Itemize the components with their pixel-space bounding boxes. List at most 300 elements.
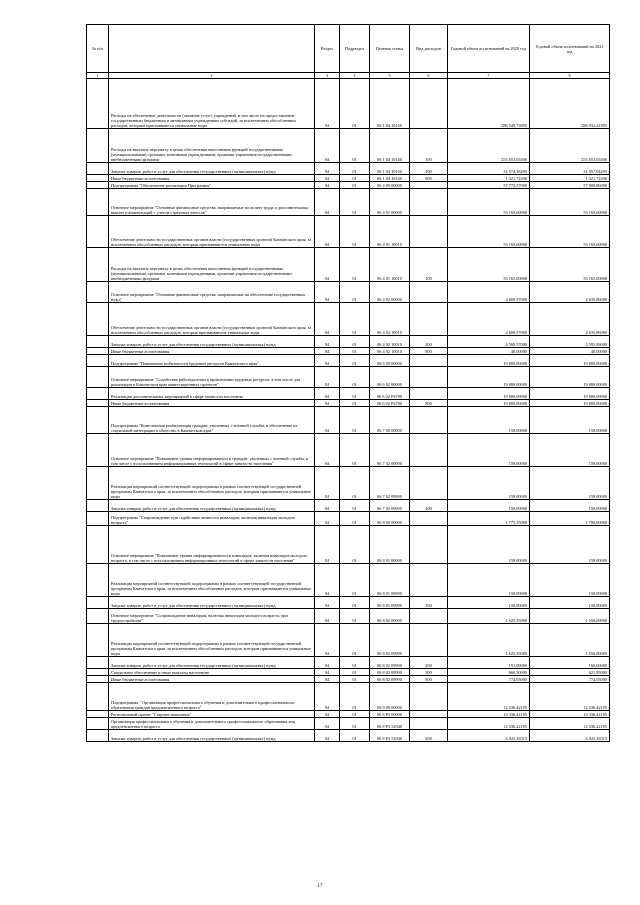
row-amount-2020-cell: 19 800,00000: [448, 388, 530, 400]
row-name-cell: Подпрограмма "Обеспечение реализации Программы": [109, 182, 315, 189]
row-amount-2021-cell: 150,00000: [530, 434, 610, 467]
row-podrazdel-cell: 01: [340, 248, 370, 282]
row-expense-type-cell: 200: [410, 730, 448, 742]
row-razdel-cell: 04: [315, 467, 340, 500]
row-name-cell: Расходы на выплаты персоналу в целях обеспечения выполнения функций государственными (муниципальными) органами, казенными учреждениями, органами управления государственными внебюджетными фондами: [109, 129, 315, 163]
row-amount-2021-cell: 53 165,00000: [530, 248, 610, 282]
row-name-cell: Организация профессионального обучения и дополнительного профессионального образования лиц предпенсионного возраста: [109, 718, 315, 730]
row-expense-type-cell: [410, 609, 448, 624]
row-expense-type-cell: 200: [410, 500, 448, 512]
row-razdel-cell: 04: [315, 182, 340, 189]
column-number: 4: [340, 73, 370, 79]
table-body: [87, 79, 610, 742]
row-target-article-cell: 06 9 00 00000: [370, 683, 410, 711]
row-amount-2021-cell: 4 635,86000: [530, 303, 610, 336]
row-expense-type-cell: [410, 512, 448, 526]
row-number-cell: [87, 355, 109, 367]
table-row: [87, 711, 610, 718]
row-podrazdel-cell: 01: [340, 711, 370, 718]
header-num: № п/п: [87, 25, 109, 73]
row-podrazdel-cell: 01: [340, 367, 370, 388]
table-row: [87, 500, 610, 512]
row-target-article-cell: 06 1 04 10140: [370, 129, 410, 163]
row-amount-2020-cell: 150,00000: [448, 407, 530, 434]
row-amount-2021-cell: 19 800,00000: [530, 367, 610, 388]
row-number-cell: [87, 434, 109, 467]
row-expense-type-cell: 100: [410, 248, 448, 282]
row-expense-type-cell: 300: [410, 669, 448, 676]
row-podrazdel-cell: 01: [340, 216, 370, 248]
table-row: [87, 189, 610, 216]
row-number-cell: [87, 669, 109, 676]
row-razdel-cell: 04: [315, 434, 340, 467]
row-amount-2021-cell: 286 932,41895: [530, 79, 610, 129]
row-razdel-cell: 04: [315, 189, 340, 216]
row-target-article-cell: 06 7 02 09990: [370, 467, 410, 500]
row-podrazdel-cell: 01: [340, 526, 370, 564]
row-amount-2020-cell: 31 574,36295: [448, 163, 530, 175]
row-razdel-cell: 04: [315, 367, 340, 388]
row-amount-2020-cell: 150,00000: [448, 526, 530, 564]
column-number: 1: [87, 73, 109, 79]
row-name-cell: Основное мероприятие "Сопровождение инвалидов, включая инвалидов молодого возраста, при трудоустройстве": [109, 609, 315, 624]
row-number-cell: [87, 683, 109, 711]
row-razdel-cell: 04: [315, 564, 340, 597]
row-razdel-cell: 04: [315, 129, 340, 163]
row-target-article-cell: 06 4 01 10010: [370, 216, 410, 248]
row-amount-2020-cell: 53 165,00000: [448, 248, 530, 282]
row-number-cell: [87, 526, 109, 564]
table-row: [87, 248, 610, 282]
row-amount-2020-cell: 191,00000: [448, 657, 530, 669]
row-target-article-cell: 06 6 02 Р4780: [370, 388, 410, 400]
row-target-article-cell: 06 9 Р3 52940: [370, 718, 410, 730]
row-name-cell: Закупка товаров, работ и услуг для обеспечения государственных (муниципальных) нужд: [109, 597, 315, 609]
row-expense-type-cell: [410, 718, 448, 730]
row-number-cell: [87, 367, 109, 388]
header-row: [87, 25, 610, 73]
row-amount-2020-cell: 4 825,26315: [448, 730, 530, 742]
row-razdel-cell: 04: [315, 216, 340, 248]
row-name-cell: Подпрограмма " Организация профессионального обучения и дополнительного профессионального образования граждан предпенсионного возраста": [109, 683, 315, 711]
row-amount-2021-cell: 1 706,00000: [530, 512, 610, 526]
row-name-cell: Иные бюджетные ассигнования: [109, 676, 315, 683]
row-amount-2021-cell: 1 321,72200: [530, 175, 610, 182]
row-name-cell: Закупка товаров, работ и услуг для обеспечения государственных (муниципальных) нужд: [109, 336, 315, 348]
table-row: [87, 407, 610, 434]
row-amount-2020-cell: 19 800,00000: [448, 355, 530, 367]
row-number-cell: [87, 512, 109, 526]
row-name-cell: Подпрограмма "Сопровождение при содействии занятости инвалидов, включая инвалидов молодого возраста": [109, 512, 315, 526]
table-row: [87, 388, 610, 400]
budget-table: [86, 24, 610, 742]
row-number-cell: [87, 336, 109, 348]
row-number-cell: [87, 189, 109, 216]
table-row: [87, 669, 610, 676]
table-row: [87, 282, 610, 303]
table-row: [87, 624, 610, 657]
row-target-article-cell: 06 1 04 10140: [370, 175, 410, 182]
row-podrazdel-cell: 01: [340, 182, 370, 189]
table-row: [87, 434, 610, 467]
row-amount-2021-cell: 621,95000: [530, 669, 610, 676]
row-name-cell: Реализация дополнительных мероприятий в сфере занятости населения: [109, 388, 315, 400]
row-amount-2020-cell: 150,00000: [448, 564, 530, 597]
row-amount-2020-cell: 1 775,55000: [448, 512, 530, 526]
row-number-cell: [87, 175, 109, 182]
row-amount-2021-cell: 19 800,00000: [530, 355, 610, 367]
row-number-cell: [87, 303, 109, 336]
row-amount-2020-cell: 4 608,57000: [448, 303, 530, 336]
header-amount-2020: Годовой объем ассигнований на 2020 год: [448, 25, 530, 73]
row-razdel-cell: 04: [315, 711, 340, 718]
row-razdel-cell: 04: [315, 609, 340, 624]
row-amount-2021-cell: 150,00000: [530, 407, 610, 434]
row-amount-2020-cell: 53 165,00000: [448, 189, 530, 216]
row-target-article-cell: 06 8 01 09990: [370, 564, 410, 597]
row-number-cell: [87, 730, 109, 742]
row-name-cell: Основное мероприятие "Повышение уровня информированности граждан, уволенных с военной службы, в том числе с использованием информационных технологий в сфере занятости населения": [109, 434, 315, 467]
header-podrazdel: Подраздел: [340, 25, 370, 73]
row-expense-type-cell: [410, 355, 448, 367]
table-row: [87, 609, 610, 624]
row-expense-type-cell: 200: [410, 163, 448, 175]
row-amount-2021-cell: 150,00000: [530, 597, 610, 609]
table-row: [87, 348, 610, 355]
row-name-cell: Основное мероприятие "Повышение уровня информированности инвалидов, включая инвалидов молодого возраста, в том числе с использованием информационных технологий в сфере занятости населения": [109, 526, 315, 564]
row-razdel-cell: 04: [315, 388, 340, 400]
table-row: [87, 182, 610, 189]
table-row: [87, 657, 610, 669]
row-number-cell: [87, 400, 109, 407]
row-amount-2021-cell: 150,00000: [530, 500, 610, 512]
row-podrazdel-cell: 01: [340, 512, 370, 526]
row-expense-type-cell: 100: [410, 129, 448, 163]
row-amount-2021-cell: 19 800,00000: [530, 400, 610, 407]
row-razdel-cell: 04: [315, 730, 340, 742]
row-amount-2020-cell: 12 336,42105: [448, 683, 530, 711]
row-name-cell: Расходы на обеспечение деятельности (оказание услуг) учреждений, в том числе на предоставление государственным бюджетным и автономным учреждениям субсидий, за исключением обособленных расходов, которым присваиваются уникальные коды: [109, 79, 315, 129]
row-amount-2020-cell: 19 800,00000: [448, 400, 530, 407]
row-podrazdel-cell: 01: [340, 657, 370, 669]
row-amount-2021-cell: 1 556,00000: [530, 624, 610, 657]
header-razdel: Раздел: [315, 25, 340, 73]
row-expense-type-cell: 800: [410, 400, 448, 407]
row-razdel-cell: 04: [315, 676, 340, 683]
row-expense-type-cell: 200: [410, 336, 448, 348]
row-amount-2021-cell: 12 336,42105: [530, 683, 610, 711]
row-target-article-cell: 06 6 02 Р4780: [370, 400, 410, 407]
column-number: 7: [448, 73, 530, 79]
table-row: [87, 355, 610, 367]
row-target-article-cell: 06 8 01 00000: [370, 526, 410, 564]
row-target-article-cell: 06 6 02 00000: [370, 367, 410, 388]
row-expense-type-cell: 800: [410, 175, 448, 182]
row-name-cell: Социальное обеспечение и иные выплаты населению: [109, 669, 315, 676]
row-target-article-cell: 06 4 01 10010: [370, 248, 410, 282]
row-target-article-cell: 06 7 00 00000: [370, 407, 410, 434]
row-podrazdel-cell: 01: [340, 175, 370, 182]
table-row: [87, 367, 610, 388]
table-row: [87, 730, 610, 742]
row-amount-2021-cell: 4 635,86000: [530, 282, 610, 303]
row-expense-type-cell: [410, 564, 448, 597]
row-amount-2020-cell: 12 336,42105: [448, 711, 530, 718]
row-number-cell: [87, 564, 109, 597]
row-expense-type-cell: [410, 282, 448, 303]
row-podrazdel-cell: 01: [340, 129, 370, 163]
row-target-article-cell: 06 4 01 00000: [370, 189, 410, 216]
row-razdel-cell: 04: [315, 355, 340, 367]
row-razdel-cell: 04: [315, 407, 340, 434]
row-podrazdel-cell: 01: [340, 348, 370, 355]
row-podrazdel-cell: 01: [340, 597, 370, 609]
row-name-cell: Реализация мероприятий соответствующей подпрограммы в рамках соответствующей государственной программы Камчатского края, за исключением обособленных расходов, которым присваиваются уникальные коды: [109, 467, 315, 500]
row-amount-2020-cell: 53 165,00000: [448, 216, 530, 248]
table-row: [87, 163, 610, 175]
row-razdel-cell: 04: [315, 175, 340, 182]
row-expense-type-cell: [410, 467, 448, 500]
row-target-article-cell: 06 9 Р3 00000: [370, 711, 410, 718]
row-expense-type-cell: [410, 388, 448, 400]
row-razdel-cell: 04: [315, 282, 340, 303]
row-razdel-cell: 04: [315, 336, 340, 348]
row-name-cell: Обеспечение деятельности государственных органов власти (государственных органов) Камчатского края, за исключением обособленных расходов, которым присваиваются уникальные коды: [109, 216, 315, 248]
row-amount-2021-cell: 12 336,42105: [530, 711, 610, 718]
row-number-cell: [87, 129, 109, 163]
row-expense-type-cell: [410, 303, 448, 336]
row-podrazdel-cell: 01: [340, 624, 370, 657]
row-expense-type-cell: 200: [410, 657, 448, 669]
row-expense-type-cell: [410, 367, 448, 388]
row-number-cell: [87, 248, 109, 282]
row-amount-2021-cell: 4 595,86000: [530, 336, 610, 348]
row-target-article-cell: 06 4 02 10010: [370, 348, 410, 355]
row-razdel-cell: 04: [315, 669, 340, 676]
row-target-article-cell: 06 9 Р3 52940: [370, 730, 410, 742]
column-number: 6: [410, 73, 448, 79]
row-amount-2020-cell: 150,00000: [448, 597, 530, 609]
table-row: [87, 400, 610, 407]
row-amount-2021-cell: 12 336,42105: [530, 718, 610, 730]
table-row: [87, 467, 610, 500]
table-row: [87, 597, 610, 609]
table-row: [87, 129, 610, 163]
row-amount-2020-cell: 150,00000: [448, 467, 530, 500]
row-razdel-cell: 04: [315, 657, 340, 669]
row-expense-type-cell: [410, 624, 448, 657]
row-name-cell: Основное мероприятие "Содействие работодателям в привлечении трудовых ресурсов, в том числе для реализации в Камчатском крае инвестиционных проектов": [109, 367, 315, 388]
row-razdel-cell: 04: [315, 303, 340, 336]
row-razdel-cell: 04: [315, 624, 340, 657]
row-amount-2020-cell: 57 773,57000: [448, 182, 530, 189]
row-razdel-cell: 04: [315, 500, 340, 512]
row-podrazdel-cell: 01: [340, 730, 370, 742]
column-number: 3: [315, 73, 340, 79]
row-razdel-cell: 04: [315, 248, 340, 282]
header-target-article: Целевая статья: [370, 25, 410, 73]
table-row: [87, 303, 610, 336]
row-podrazdel-cell: 01: [340, 609, 370, 624]
page-number: 17: [317, 884, 323, 889]
row-number-cell: [87, 711, 109, 718]
row-podrazdel-cell: 01: [340, 79, 370, 129]
row-podrazdel-cell: 01: [340, 388, 370, 400]
row-target-article-cell: 06 1 04 10140: [370, 163, 410, 175]
row-name-cell: Расходы на выплаты персоналу в целях обеспечения выполнения функций государственными (муниципальными) органами, казенными учреждениями, органами управления государственными внебюджетными фондами: [109, 248, 315, 282]
row-name-cell: Закупка товаров, работ и услуг для обеспечения государственных (муниципальных) нужд: [109, 163, 315, 175]
row-number-cell: [87, 388, 109, 400]
table-row: [87, 175, 610, 182]
row-podrazdel-cell: 01: [340, 564, 370, 597]
row-name-cell: Закупка товаров, работ и услуг для обеспечения государственных (муниципальных) нужд: [109, 500, 315, 512]
row-podrazdel-cell: 01: [340, 282, 370, 303]
row-razdel-cell: 04: [315, 163, 340, 175]
row-target-article-cell: 06 8 02 00000: [370, 609, 410, 624]
row-target-article-cell: 06 6 00 00000: [370, 355, 410, 367]
row-razdel-cell: 04: [315, 718, 340, 730]
row-name-cell: Реализация мероприятий соответствующей подпрограммы в рамках соответствующей государственной программы Камчатского края, за исключением обособленных расходов, которым присваиваются уникальные коды: [109, 564, 315, 597]
row-number-cell: [87, 597, 109, 609]
column-number: 2: [109, 73, 315, 79]
row-number-cell: [87, 467, 109, 500]
row-number-cell: [87, 79, 109, 129]
row-number-cell: [87, 407, 109, 434]
row-amount-2020-cell: 150,00000: [448, 500, 530, 512]
row-podrazdel-cell: 01: [340, 718, 370, 730]
row-name-cell: Иные бюджетные ассигнования: [109, 348, 315, 355]
row-podrazdel-cell: 01: [340, 683, 370, 711]
row-number-cell: [87, 676, 109, 683]
row-name-cell: Реализация мероприятий соответствующей подпрограммы в рамках соответствующей государственной программы Камчатского края, за исключением обособленных расходов, которым присваиваются уникальные коды: [109, 624, 315, 657]
row-amount-2021-cell: 40,00000: [530, 348, 610, 355]
row-target-article-cell: 06 4 02 10010: [370, 303, 410, 336]
row-number-cell: [87, 500, 109, 512]
row-amount-2020-cell: 4 608,57000: [448, 282, 530, 303]
row-amount-2021-cell: 253 653,65400: [530, 129, 610, 163]
row-amount-2020-cell: 660,50000: [448, 669, 530, 676]
row-amount-2020-cell: 150,00000: [448, 434, 530, 467]
row-expense-type-cell: [410, 711, 448, 718]
row-name-cell: Иные бюджетные ассигнования: [109, 400, 315, 407]
row-podrazdel-cell: 01: [340, 676, 370, 683]
column-number: 8: [530, 73, 610, 79]
table-row: [87, 683, 610, 711]
row-podrazdel-cell: 01: [340, 669, 370, 676]
table-row: [87, 216, 610, 248]
row-amount-2021-cell: 1 556,00000: [530, 609, 610, 624]
row-amount-2020-cell: 4 568,57000: [448, 336, 530, 348]
row-amount-2020-cell: 774,05000: [448, 676, 530, 683]
table-row: [87, 676, 610, 683]
row-target-article-cell: 06 4 02 00000: [370, 282, 410, 303]
row-target-article-cell: 06 4 02 10010: [370, 336, 410, 348]
row-expense-type-cell: [410, 434, 448, 467]
row-target-article-cell: 06 8 02 09990: [370, 676, 410, 683]
row-expense-type-cell: [410, 79, 448, 129]
row-name-cell: Основное мероприятие "Основные финансовые средства, направляемые на обеспечение государственных нужд": [109, 282, 315, 303]
table-row: [87, 718, 610, 730]
header-name: [109, 25, 315, 73]
table-row: [87, 564, 610, 597]
row-name-cell: Подпрограмма "Комплексная реабилитация граждан, уволенных с военной службы, в обеспечение их социальной интеграции в общество в Камчатском крае": [109, 407, 315, 434]
row-name-cell: Закупка товаров, работ и услуг для обеспечения государственных (муниципальных) нужд: [109, 730, 315, 742]
row-podrazdel-cell: 01: [340, 500, 370, 512]
row-expense-type-cell: [410, 526, 448, 564]
row-target-article-cell: 06 8 00 00000: [370, 512, 410, 526]
row-amount-2020-cell: 286 549,73895: [448, 79, 530, 129]
row-target-article-cell: 06 8 02 09990: [370, 657, 410, 669]
row-expense-type-cell: [410, 216, 448, 248]
row-name-cell: Региональный проект "Старшее поколение": [109, 711, 315, 718]
row-expense-type-cell: [410, 189, 448, 216]
row-target-article-cell: 06 8 02 09990: [370, 624, 410, 657]
row-number-cell: [87, 609, 109, 624]
row-podrazdel-cell: 01: [340, 336, 370, 348]
row-podrazdel-cell: 01: [340, 434, 370, 467]
row-number-cell: [87, 216, 109, 248]
row-amount-2021-cell: 31 957,04295: [530, 163, 610, 175]
row-name-cell: Закупка товаров, работ и услуг для обеспечения государственных (муниципальных) нужд: [109, 657, 315, 669]
row-number-cell: [87, 182, 109, 189]
row-amount-2020-cell: 1 625,55000: [448, 624, 530, 657]
row-name-cell: Основное мероприятие "Основные финансовые средства, направляемые на оплату труда и дополнительных выплат и компенсаций с учетом страховых взносов": [109, 189, 315, 216]
row-number-cell: [87, 163, 109, 175]
row-expense-type-cell: 200: [410, 597, 448, 609]
row-amount-2021-cell: 160,00000: [530, 657, 610, 669]
row-amount-2020-cell: 1 321,72200: [448, 175, 530, 182]
row-podrazdel-cell: 01: [340, 355, 370, 367]
row-target-article-cell: 06 1 04 10140: [370, 79, 410, 129]
table-row: [87, 512, 610, 526]
row-razdel-cell: 04: [315, 597, 340, 609]
row-amount-2021-cell: 150,00000: [530, 526, 610, 564]
row-amount-2020-cell: 253 653,65400: [448, 129, 530, 163]
row-razdel-cell: 04: [315, 348, 340, 355]
header-expense-type: Вид расходов: [410, 25, 448, 73]
row-podrazdel-cell: 01: [340, 303, 370, 336]
row-amount-2021-cell: 150,00000: [530, 467, 610, 500]
row-podrazdel-cell: 01: [340, 400, 370, 407]
row-amount-2020-cell: 12 336,42105: [448, 718, 530, 730]
header-amount-2021: Годовой объем ассигнований на 2021 год: [530, 25, 610, 73]
row-amount-2020-cell: 40,00000: [448, 348, 530, 355]
row-podrazdel-cell: 01: [340, 407, 370, 434]
row-razdel-cell: 04: [315, 400, 340, 407]
row-amount-2021-cell: 19 800,00000: [530, 388, 610, 400]
row-expense-type-cell: [410, 182, 448, 189]
row-name-cell: Иные бюджетные ассигнования: [109, 175, 315, 182]
row-amount-2020-cell: 19 800,00000: [448, 367, 530, 388]
row-amount-2021-cell: 57 800,86000: [530, 182, 610, 189]
row-podrazdel-cell: 01: [340, 163, 370, 175]
row-amount-2021-cell: 4 825,26315: [530, 730, 610, 742]
row-razdel-cell: 04: [315, 512, 340, 526]
row-number-cell: [87, 718, 109, 730]
column-number: 5: [370, 73, 410, 79]
row-razdel-cell: 04: [315, 683, 340, 711]
row-target-article-cell: 06 4 00 00000: [370, 182, 410, 189]
row-name-cell: Обеспечение деятельности государственных органов власти (государственных органов) Камчатского края, за исключением обособленных расходов, которые присваиваются уникальные коды: [109, 303, 315, 336]
row-target-article-cell: 06 7 02 00000: [370, 434, 410, 467]
table-row: [87, 79, 610, 129]
row-razdel-cell: 04: [315, 526, 340, 564]
row-razdel-cell: 04: [315, 79, 340, 129]
row-podrazdel-cell: 01: [340, 189, 370, 216]
row-amount-2021-cell: 774,05000: [530, 676, 610, 683]
row-number-cell: [87, 348, 109, 355]
row-expense-type-cell: 800: [410, 676, 448, 683]
